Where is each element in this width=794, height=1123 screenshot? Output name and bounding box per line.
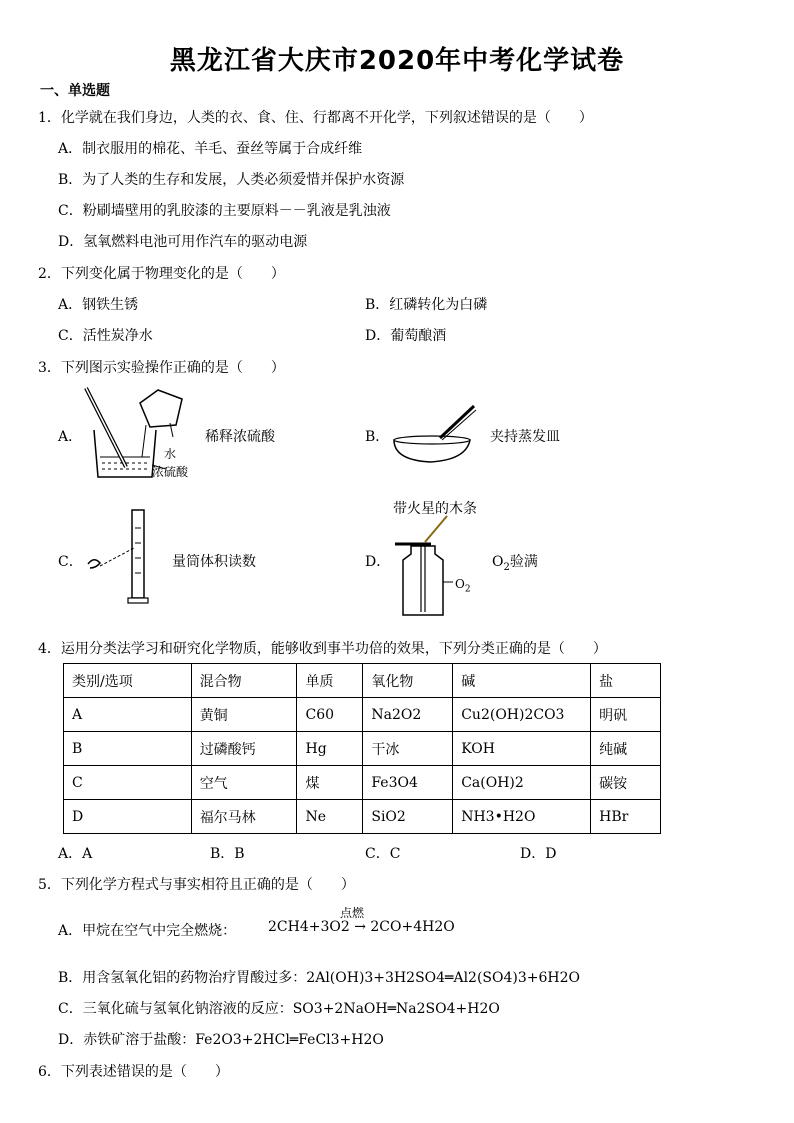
- question-2-option-d: D．葡萄酿酒: [365, 328, 447, 344]
- question-3-option-b: B．: [365, 429, 390, 445]
- question-5-option-c: C．三氧化硫与氢氧化钠溶液的反应：SO3+2NaOH═Na2SO4+H2O: [58, 1001, 500, 1017]
- question-3-option-b-desc: 夹持蒸发皿: [490, 429, 560, 445]
- question-4-option-c: C．C: [365, 846, 401, 862]
- table-cell: 纯碱: [591, 732, 661, 766]
- question-5-option-a-equation: 2CH4+3O2 → 2CO+4H2O: [268, 919, 455, 935]
- table-row: [64, 766, 661, 800]
- question-2-stem: 2．下列变化属于物理变化的是（ ）: [38, 266, 285, 282]
- question-4-stem: 4．运用分类法学习和研究化学物质，能够收到事半功倍的效果，下列分类正确的是（ ）: [38, 641, 607, 657]
- question-2-option-b: B．红磷转化为白磷: [365, 297, 488, 313]
- table-row: [64, 732, 661, 766]
- table-row: [64, 800, 661, 834]
- question-4-option-b: B．B: [210, 846, 245, 862]
- question-2-option-a: A．钢铁生锈: [58, 297, 139, 313]
- table-header: 氧化物: [363, 664, 453, 698]
- section-heading: 一、单选题: [40, 83, 110, 99]
- question-3-option-a: A．: [58, 429, 83, 445]
- question-1-option-b: B．为了人类的生存和发展，人类必须爱惜并保护水资源: [58, 172, 405, 188]
- question-5-option-d: D．赤铁矿溶于盐酸：Fe2O3+2HCl═FeCl3+H2O: [58, 1032, 384, 1048]
- table-cell: A: [64, 698, 192, 732]
- table-cell: Cu2(OH)2CO3: [453, 698, 591, 732]
- question-3-option-c-desc: 量筒体积读数: [172, 554, 256, 570]
- table-cell: Ca(OH)2: [453, 766, 591, 800]
- question-4-option-d: D．D: [520, 846, 557, 862]
- question-1-option-c: C．粉刷墙壁用的乳胶漆的主要原料－－乳液是乳浊液: [58, 203, 391, 219]
- table-cell: HBr: [591, 800, 661, 834]
- question-5-stem: 5．下列化学方程式与事实相符且正确的是（ ）: [38, 877, 355, 893]
- question-1-stem: 1．化学就在我们身边，人类的衣、食、住、行都离不开化学，下列叙述错误的是（ ）: [38, 110, 593, 126]
- table-cell: SiO2: [363, 800, 453, 834]
- question-3-option-d: D．: [365, 554, 391, 570]
- table-cell: C: [64, 766, 192, 800]
- classification-table: [63, 663, 661, 834]
- table-cell: 黄铜: [191, 698, 297, 732]
- evaporating-dish-figure: [390, 400, 480, 465]
- table-cell: 碳铵: [591, 766, 661, 800]
- conc-acid-label: 浓硫酸: [152, 465, 189, 479]
- table-cell: NH3•H2O: [453, 800, 591, 834]
- table-cell: 干冰: [363, 732, 453, 766]
- table-header: 碱: [453, 664, 591, 698]
- table-cell: Fe3O4: [363, 766, 453, 800]
- table-cell: 过磷酸钙: [191, 732, 297, 766]
- o2-label: $O_2$: [455, 577, 471, 595]
- table-cell: D: [64, 800, 192, 834]
- question-4-option-a: A．A: [58, 846, 93, 862]
- question-3-option-d-desc: $O_2$验满: [492, 554, 538, 573]
- question-6-stem: 6．下列表述错误的是（ ）: [38, 1064, 229, 1080]
- table-header: 单质: [297, 664, 363, 698]
- table-cell: Hg: [297, 732, 363, 766]
- table-cell: 明矾: [591, 698, 661, 732]
- question-5-option-b: B．用含氢氧化铝的药物治疗胃酸过多：2Al(OH)3+3H2SO4═Al2(SO4)3+6H2O: [58, 970, 581, 986]
- question-3-option-a-desc: 稀释浓硫酸: [205, 429, 275, 445]
- question-1-option-d: D．氢氧燃料电池可用作汽车的驱动电源: [58, 234, 308, 250]
- oxygen-test-figure: [395, 520, 475, 620]
- table-cell: Ne: [297, 800, 363, 834]
- page-title: 黑龙江省大庆市2020年中考化学试卷: [169, 46, 625, 76]
- glowing-splint-label: 带火星的木条: [393, 501, 477, 517]
- reaction-condition: 点燃: [340, 906, 365, 920]
- table-header: 类别/选项: [64, 664, 192, 698]
- question-2-option-c: C．活性炭净水: [58, 328, 153, 344]
- question-5-option-a: A．甲烷在空气中完全燃烧：: [58, 923, 237, 939]
- table-cell: B: [64, 732, 192, 766]
- question-1-option-a: A．制衣服用的棉花、羊毛、蚕丝等属于合成纤维: [58, 141, 363, 157]
- table-cell: Na2O2: [363, 698, 453, 732]
- table-header: 混合物: [191, 664, 297, 698]
- table-cell: C60: [297, 698, 363, 732]
- table-cell: KOH: [453, 732, 591, 766]
- water-label: 水: [164, 447, 177, 461]
- question-3-option-c: C．: [58, 554, 83, 570]
- table-header-row: [64, 664, 661, 698]
- table-row: [64, 698, 661, 732]
- question-3-stem: 3．下列图示实验操作正确的是（ ）: [38, 360, 285, 376]
- graduated-cylinder-figure: [86, 508, 166, 608]
- table-cell: 煤: [297, 766, 363, 800]
- table-header: 盐: [591, 664, 661, 698]
- table-cell: 福尔马林: [191, 800, 297, 834]
- table-cell: 空气: [191, 766, 297, 800]
